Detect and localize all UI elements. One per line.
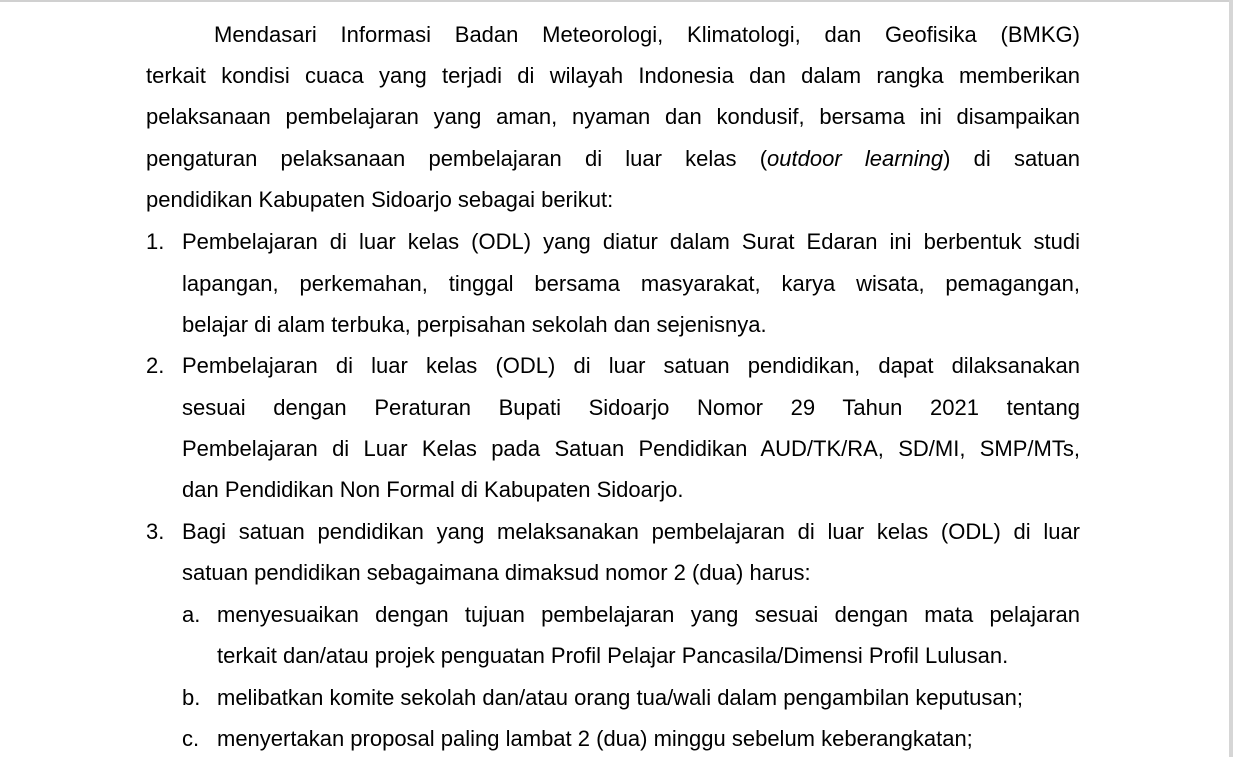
- sub-item-a-line-2: terkait dan/atau projek penguatan Profil Pelajar Pancasila/Dimensi Profil Lulusan.: [217, 643, 1009, 668]
- intro-line-4-italic: outdoor learning: [767, 146, 944, 171]
- list-item-3-line-2: satuan pendidikan sebagaimana dimaksud nomor 2 (dua) harus:: [182, 560, 811, 585]
- sub-item-b-line-1: melibatkan komite sekolah dan/atau orang tua/wali dalam pengambilan keputusan;: [217, 685, 1023, 710]
- list-item-2-line-1: Pembelajaran di luar kelas (ODL) di luar satuan pendidikan, dapat dilaksanakan: [182, 353, 1080, 378]
- list-item-number: 2.: [146, 353, 165, 378]
- intro-line-4-part-a: pengaturan pelaksanaan pembelajaran di luar kelas (: [146, 146, 768, 171]
- list-item-2-line-2: sesuai dengan Peraturan Bupati Sidoarjo Nomor 29 Tahun 2021 tentang: [182, 395, 1080, 420]
- intro-line-4-part-c: ) di satuan: [943, 146, 1081, 171]
- intro-line-2: terkait kondisi cuaca yang terjadi di wilayah Indonesia dan dalam rangka memberikan: [146, 63, 1080, 88]
- sub-item-a-line-1: menyesuaikan dengan tujuan pembelajaran yang sesuai dengan mata pelajaran: [217, 602, 1080, 627]
- intro-line-4: [146, 144, 1080, 174]
- intro-line-1: Mendasari Informasi Badan Meteorologi, Klimatologi, dan Geofisika (BMKG): [214, 22, 1080, 47]
- intro-line-5: pendidikan Kabupaten Sidoarjo sebagai berikut:: [146, 187, 614, 212]
- list-item-number: 3.: [146, 519, 165, 544]
- intro-line-3: pelaksanaan pembelajaran yang aman, nyaman dan kondusif, bersama ini disampaikan: [146, 104, 1080, 129]
- sub-item-letter: c.: [182, 726, 200, 751]
- page-right-border: [1229, 0, 1233, 757]
- list-item-1-line-3: belajar di alam terbuka, perpisahan sekolah dan sejenisnya.: [182, 312, 767, 337]
- list-item-1-line-1: Pembelajaran di luar kelas (ODL) yang diatur dalam Surat Edaran ini berbentuk studi: [182, 229, 1080, 254]
- sub-item-letter: a.: [182, 602, 201, 627]
- list-item-2-line-3: Pembelajaran di Luar Kelas pada Satuan Pendidikan AUD/TK/RA, SD/MI, SMP/MTs,: [182, 436, 1080, 461]
- sub-item-c-line-1: menyertakan proposal paling lambat 2 (dua) minggu sebelum keberangkatan;: [217, 726, 973, 751]
- list-item-3-line-1: Bagi satuan pendidikan yang melaksanakan pembelajaran di luar kelas (ODL) di luar: [182, 519, 1080, 544]
- list-item-2-line-4: dan Pendidikan Non Formal di Kabupaten Sidoarjo.: [182, 477, 684, 502]
- list-item-number: 1.: [146, 229, 165, 254]
- sub-item-letter: b.: [182, 685, 201, 710]
- list-item-1-line-2: lapangan, perkemahan, tinggal bersama masyarakat, karya wisata, pemagangan,: [182, 271, 1080, 296]
